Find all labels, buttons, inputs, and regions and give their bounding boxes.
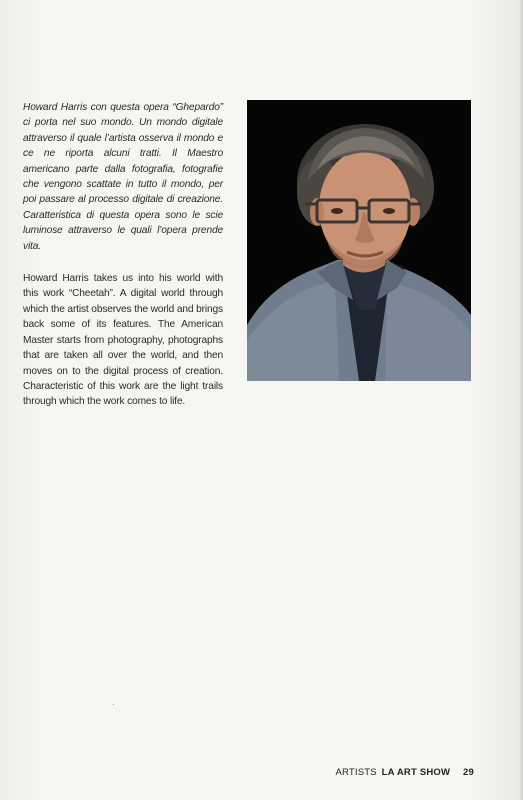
portrait-illustration [247, 100, 471, 381]
artist-portrait-photo [247, 100, 471, 381]
article-text-column [23, 100, 223, 410]
footer-section-label: ARTISTS [335, 767, 377, 778]
page-footer [0, 767, 523, 778]
page-number: 29 [463, 767, 474, 778]
paper-speck [113, 704, 114, 705]
english-paragraph: Howard Harris takes us into his world with this work “Cheetah”. A digital world through which the artist observes the world and brings back some of its features. The American Master starts from photography, photographs that are taken all over the world, and then moves on to the digital process of creation. Characteristic of this work are the light trails through which the work comes to life. [23, 273, 223, 408]
page-edge-shadow [519, 0, 523, 800]
italian-paragraph: Howard Harris con questa opera “Ghepardo” ci porta nel suo mondo. Un mondo digitale attraverso il quale l’artista osserva il mondo e ce ne riporta alcuni tratti. Il Maestro americano parte dalla fotografia, fotografie che vengono scattate in tutto il mondo, per poi passare al processo digitale di creazione. Caratteristica di questa opera sono le scie luminose attraverso le quali l’opera prende vita. [23, 102, 223, 252]
footer-brand: LA ART SHOW [381, 767, 451, 778]
